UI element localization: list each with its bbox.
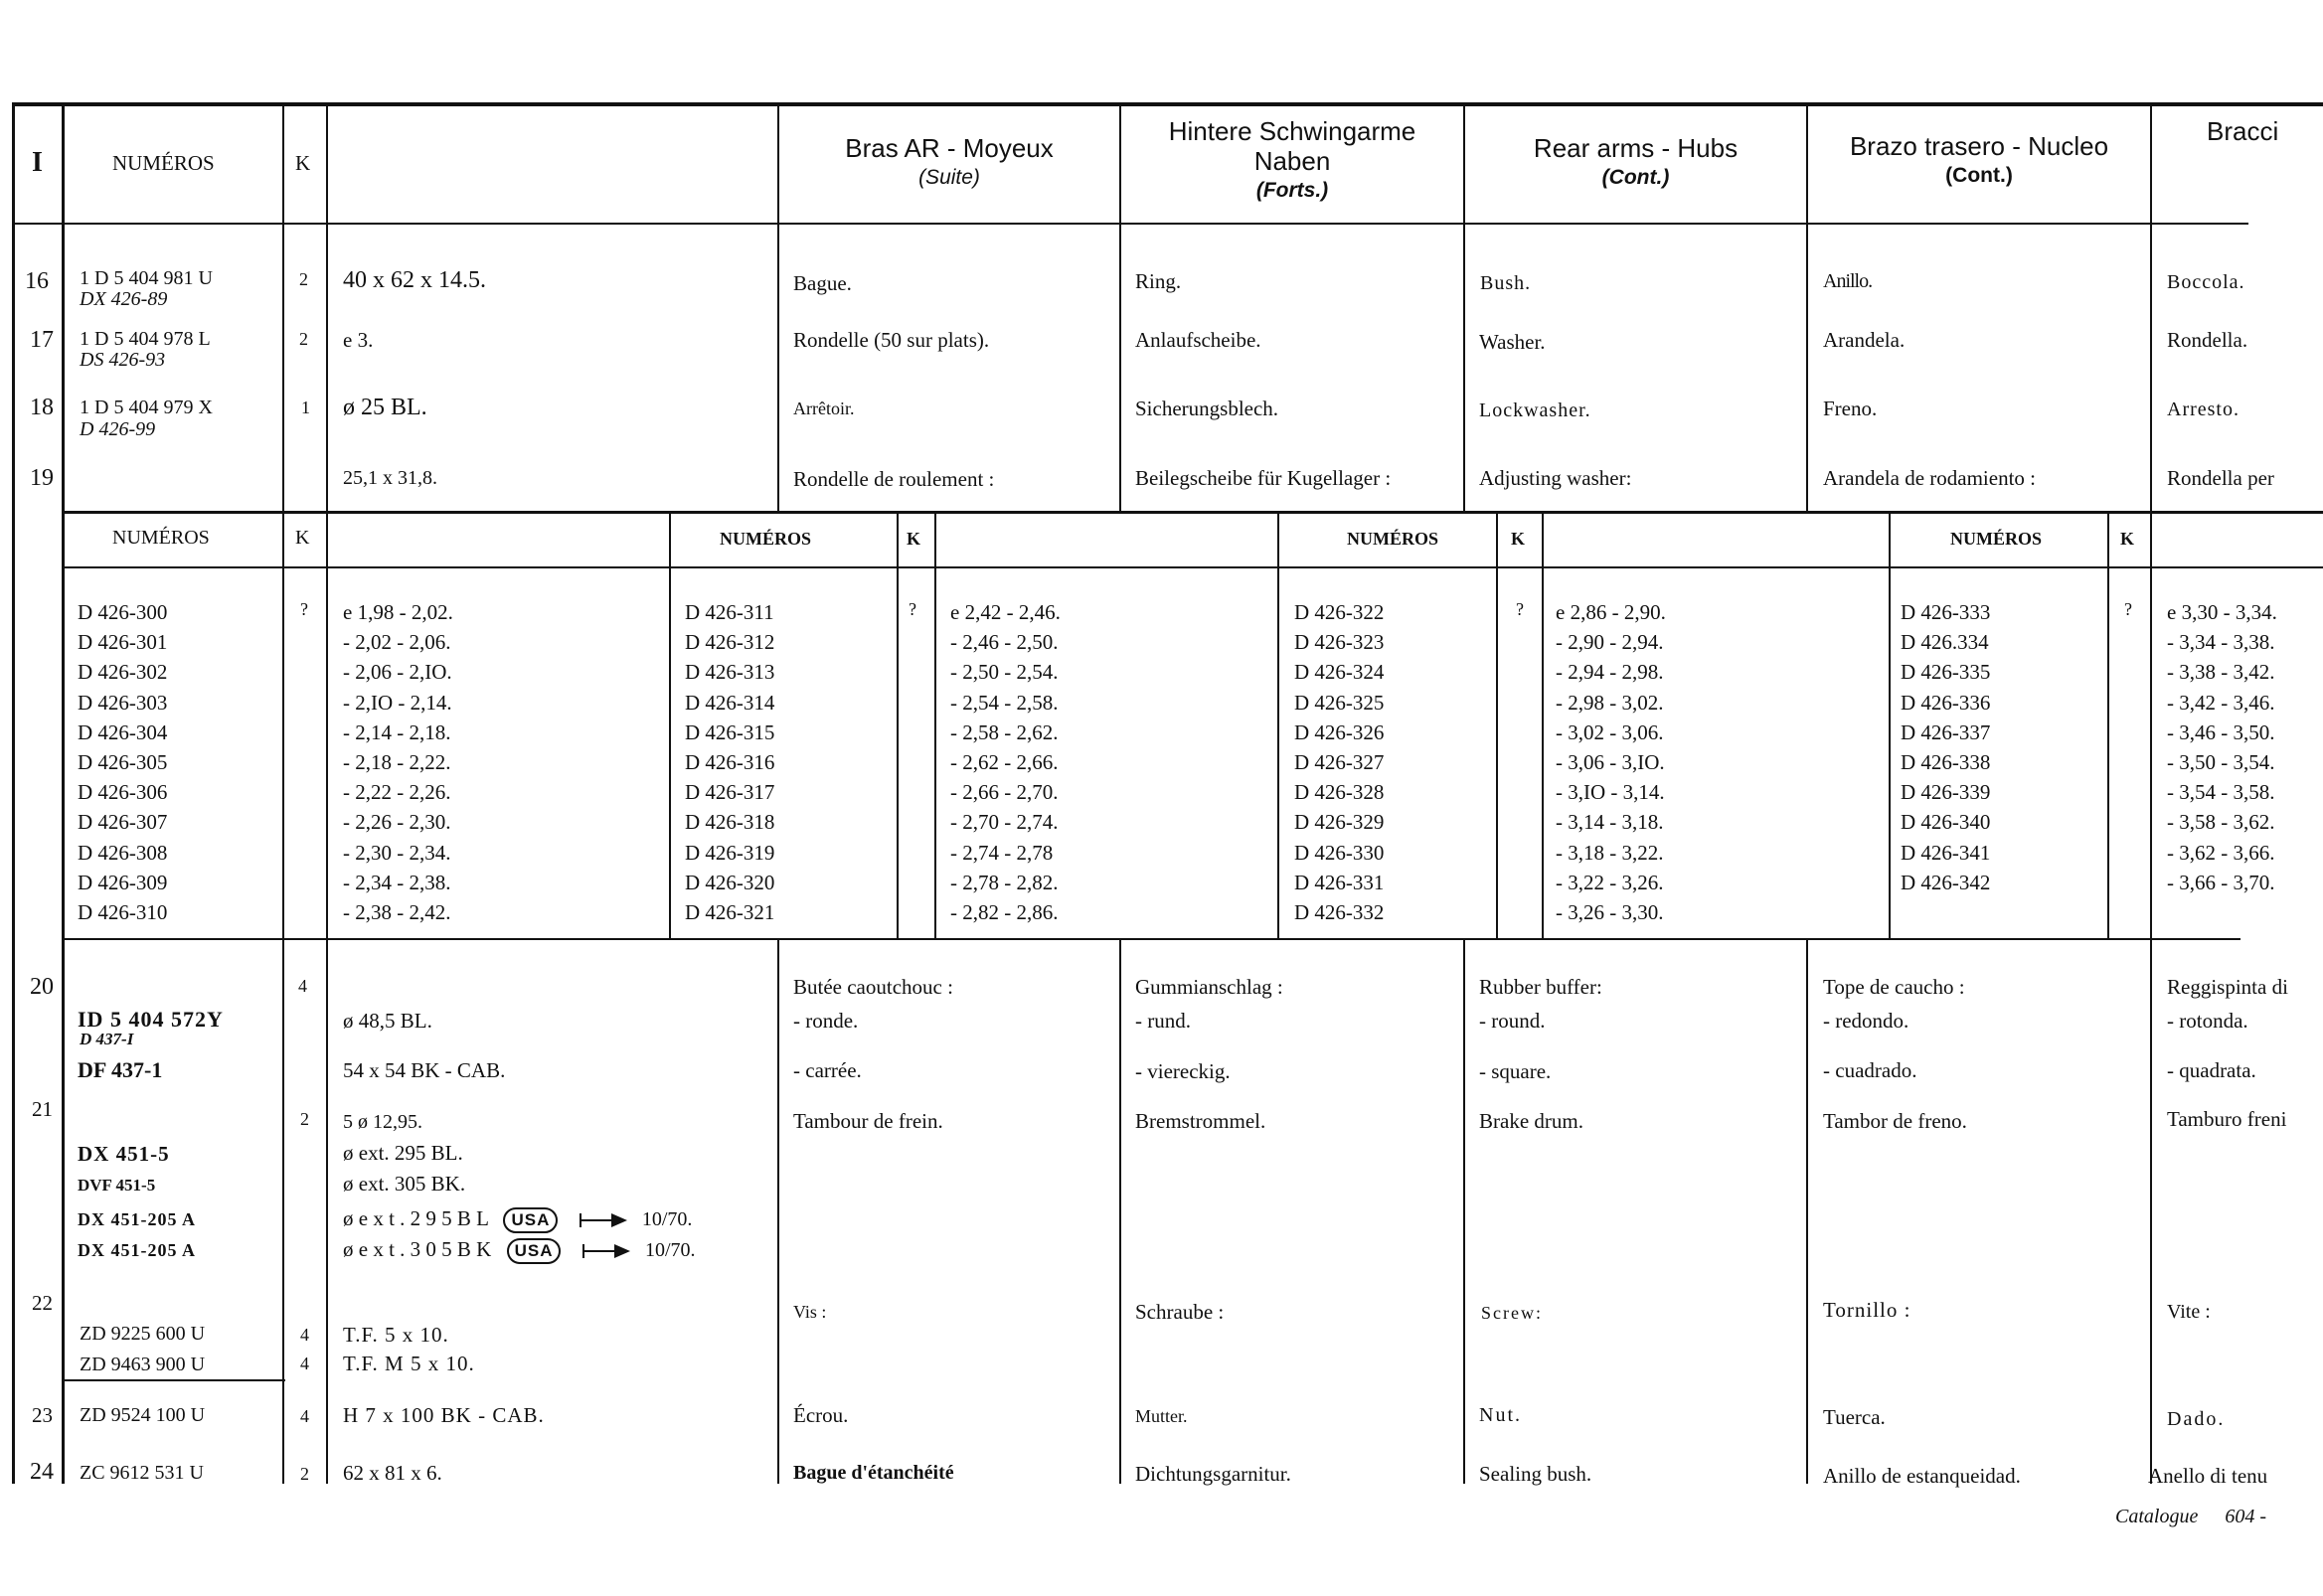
list-item: - 3,46 - 3,50. [2167, 719, 2275, 744]
desc-en: Screw: [1481, 1303, 1543, 1323]
part-number: DX 451-5 [78, 1142, 170, 1166]
spec-with-usa [343, 1237, 696, 1264]
index-header: I [32, 147, 43, 178]
desc-es: - redondo. [1823, 1009, 1909, 1033]
list-item: D 426-307 [78, 810, 168, 835]
list-item: e 1,98 - 2,02. [343, 600, 453, 624]
desc-es: - cuadrado. [1823, 1058, 1917, 1082]
part-number: 1 D 5 404 979 X [80, 397, 213, 418]
header-es-sub: (Cont.) [1945, 164, 2013, 187]
row-index: 22 [32, 1291, 53, 1315]
list-item: e 2,86 - 2,90. [1556, 600, 1666, 624]
list-item: - 3,62 - 3,66. [2167, 840, 2275, 865]
list-item: D 426-319 [685, 840, 775, 865]
list-item: D 426-304 [78, 719, 168, 744]
desc-en: Brake drum. [1479, 1109, 1583, 1133]
desc-it: - rotonda. [2167, 1009, 2248, 1033]
subheader-numeros: NUMÉROS [720, 529, 812, 549]
list-item: D 426-305 [78, 750, 168, 775]
desc-de: Beilegscheibe für Kugellager : [1135, 466, 1392, 490]
washer-numbers-1 [78, 597, 167, 927]
list-item: - 3,38 - 3,42. [2167, 660, 2275, 685]
header-de-title1: Hintere Schwingarme [1168, 116, 1416, 146]
desc-it: Rondella per [2167, 466, 2274, 490]
row-index: 24 [30, 1459, 54, 1485]
list-item: D 426-313 [685, 660, 775, 685]
row-index: 18 [30, 395, 54, 420]
desc-de: Gummianschlag : [1135, 975, 1283, 999]
list-item: - 2,82 - 2,86. [950, 900, 1059, 925]
quantity: 1 [301, 398, 310, 417]
spec-text: ø e x t . 3 0 5 B K [343, 1237, 492, 1261]
part-number-alt: D 437-I [80, 1030, 134, 1048]
desc-en: Nut. [1479, 1404, 1522, 1426]
desc-de: Ring. [1135, 269, 1182, 293]
list-item: - 3,54 - 3,58. [2167, 780, 2275, 805]
header-en-sub: (Cont.) [1601, 166, 1670, 189]
list-item: - 3,66 - 3,70. [2167, 870, 2275, 894]
desc-de: Sicherungsblech. [1135, 397, 1279, 420]
part-number: ZD 9225 600 U [80, 1323, 206, 1345]
list-item: D 426-308 [78, 840, 168, 865]
usa-badge: USA [503, 1207, 558, 1233]
list-item: D 426-323 [1294, 630, 1385, 655]
desc-fr: Arrêtoir. [793, 399, 855, 418]
header-en-title: Rear arms - Hubs [1533, 133, 1739, 163]
spec: ø ext. 295 BL. [343, 1141, 463, 1165]
washer-sizes-3 [1556, 597, 1666, 927]
list-item: e 2,42 - 2,46. [950, 600, 1061, 624]
list-item: D 426-316 [685, 750, 775, 775]
desc-en: - square. [1479, 1059, 1552, 1083]
list-item: D 426-329 [1294, 810, 1385, 835]
desc-fr: - carrée. [793, 1058, 862, 1082]
list-item: D 426-301 [78, 630, 168, 655]
list-item: - 2,02 - 2,06. [343, 630, 451, 655]
spec: 54 x 54 BK - CAB. [343, 1058, 506, 1082]
washer-qty-3: ? [1516, 599, 1524, 619]
list-item: D 426-340 [1901, 810, 1991, 835]
desc-it: Dado. [2167, 1408, 2226, 1430]
washer-numbers-3 [1294, 597, 1384, 927]
list-item: - 3,26 - 3,30. [1556, 900, 1664, 925]
list-item: - 2,78 - 2,82. [950, 870, 1059, 894]
list-item: D 426-312 [685, 630, 775, 655]
part-number: ZD 9463 900 U [80, 1354, 206, 1375]
list-item: D 426-322 [1294, 600, 1385, 624]
quantity: 4 [300, 1325, 309, 1345]
subheader-k: K [907, 529, 921, 549]
list-item: D 426-339 [1901, 780, 1991, 805]
row-index: 19 [30, 465, 54, 491]
list-item: D 426-306 [78, 780, 168, 805]
part-number: ZC 9612 531 U [80, 1462, 204, 1484]
list-item: D 426-314 [685, 690, 775, 715]
desc-en: Rubber buffer: [1479, 975, 1602, 999]
washer-numbers-2 [685, 597, 774, 927]
list-item: D 426-337 [1901, 719, 1991, 744]
desc-fr: Vis : [793, 1302, 827, 1322]
desc-es: Arandela de rodamiento : [1823, 466, 2036, 490]
list-item: - 2,54 - 2,58. [950, 690, 1059, 715]
list-item: - 2,38 - 2,42. [343, 900, 451, 925]
desc-it: Tamburo freni [2167, 1107, 2287, 1131]
desc-it: Boccola. [2167, 271, 2245, 293]
list-item: D 426-325 [1294, 690, 1385, 715]
desc-en: Lockwasher. [1479, 399, 1591, 421]
desc-de: Dichtungsgarnitur. [1135, 1462, 1291, 1486]
desc-es: Anillo de estanqueidad. [1823, 1464, 2021, 1488]
part-number: ZD 9524 100 U [80, 1404, 206, 1426]
list-item: - 3,14 - 3,18. [1556, 810, 1664, 835]
list-item: - 3,22 - 3,26. [1556, 870, 1664, 894]
quantity: 2 [300, 1464, 309, 1484]
desc-es: Tambor de freno. [1823, 1109, 1967, 1133]
list-item: - 2,06 - 2,IO. [343, 660, 452, 685]
list-item: - 2,66 - 2,70. [950, 780, 1059, 805]
spec: 62 x 81 x 6. [343, 1461, 442, 1485]
quantity: 4 [300, 1354, 309, 1373]
list-item: e 3,30 - 3,34. [2167, 600, 2277, 624]
desc-de: Schraube : [1135, 1300, 1225, 1324]
list-item: - 2,50 - 2,54. [950, 660, 1059, 685]
list-item: D 426-317 [685, 780, 775, 805]
header-fr [779, 133, 1119, 193]
list-item: D 426-331 [1294, 870, 1385, 894]
desc-fr: - ronde. [793, 1009, 859, 1033]
desc-fr: Rondelle (50 sur plats). [793, 328, 990, 352]
desc-fr: Bague d'étanchéité [793, 1462, 954, 1484]
list-item: D 426-336 [1901, 690, 1991, 715]
list-item: - 2,26 - 2,30. [343, 810, 451, 835]
washer-numbers-4 [1901, 597, 1990, 897]
subheader-k: K [295, 527, 310, 549]
desc-de: - viereckig. [1135, 1059, 1231, 1083]
desc-de: Anlaufscheibe. [1135, 328, 1261, 352]
list-item: D 426-310 [78, 900, 168, 925]
part-number: DX 451-205 A [78, 1240, 196, 1260]
desc-fr: Écrou. [793, 1403, 849, 1427]
header-es [1808, 131, 2150, 191]
header-de-sub: (Forts.) [1255, 179, 1329, 202]
desc-en: Sealing bush. [1479, 1462, 1592, 1486]
list-item: - 3,50 - 3,54. [2167, 750, 2275, 775]
list-item: - 3,02 - 3,06. [1556, 719, 1664, 744]
list-item: - 2,46 - 2,50. [950, 630, 1059, 655]
list-item: - 2,94 - 2,98. [1556, 660, 1664, 685]
list-item: D 426-303 [78, 690, 168, 715]
date-from: 10/70. [641, 1208, 693, 1230]
desc-de: Bremstrommel. [1135, 1109, 1266, 1133]
subheader-numeros: NUMÉROS [1950, 529, 2043, 549]
quantity: 2 [299, 329, 308, 349]
desc-it: Reggispinta di [2167, 975, 2288, 999]
list-item: D 426-326 [1294, 719, 1385, 744]
list-item: - 2,98 - 3,02. [1556, 690, 1664, 715]
desc-it: Anello di tenu [2148, 1464, 2268, 1488]
list-item: D 426-324 [1294, 660, 1385, 685]
desc-it: Vite : [2167, 1301, 2211, 1323]
list-item: - 2,34 - 2,38. [343, 870, 451, 894]
list-item: - 2,14 - 2,18. [343, 719, 451, 744]
list-item: D 426-341 [1901, 840, 1991, 865]
list-item: D 426-328 [1294, 780, 1385, 805]
quantity: 2 [300, 1109, 309, 1129]
date-from: 10/70. [644, 1239, 696, 1261]
desc-it: Arresto. [2167, 399, 2240, 420]
list-item: - 2,90 - 2,94. [1556, 630, 1664, 655]
arrow-from-icon [582, 1244, 630, 1258]
desc-fr: Rondelle de roulement : [793, 467, 995, 491]
list-item: D 426-330 [1294, 840, 1385, 865]
list-item: - 2,62 - 2,66. [950, 750, 1059, 775]
spec-with-usa [343, 1206, 692, 1233]
desc-en: - round. [1479, 1009, 1546, 1033]
list-item: D 426.334 [1901, 630, 1989, 655]
part-number: DF 437-1 [78, 1057, 163, 1082]
spec: e 3. [343, 328, 374, 352]
washer-sizes-4 [2167, 597, 2277, 897]
spec: 5 ø 12,95. [343, 1111, 422, 1133]
part-number-alt: D 426-99 [80, 418, 156, 440]
desc-en: Adjusting washer: [1479, 466, 1632, 490]
list-item: - 3,42 - 3,46. [2167, 690, 2275, 715]
header-fr-sub: (Suite) [918, 166, 980, 189]
spec: H 7 x 100 BK - CAB. [343, 1403, 545, 1427]
list-item: D 426-315 [685, 719, 775, 744]
list-item: D 426-342 [1901, 870, 1991, 894]
list-item: D 426-327 [1294, 750, 1385, 775]
desc-de: - rund. [1135, 1009, 1191, 1033]
row-index: 20 [30, 974, 54, 1000]
list-item: D 426-320 [685, 870, 775, 894]
header-es-title: Brazo trasero - Nucleo [1849, 131, 2109, 161]
list-item: - 3,18 - 3,22. [1556, 840, 1664, 865]
usa-badge: USA [507, 1238, 562, 1264]
part-number: DVF 451-5 [78, 1176, 156, 1195]
row-index: 21 [32, 1097, 53, 1121]
catalogue-label: Catalogue [2115, 1506, 2199, 1527]
row-index: 17 [30, 327, 54, 353]
desc-es: Tuerca. [1823, 1405, 1886, 1429]
spec: T.F. M 5 x 10. [343, 1352, 475, 1375]
list-item: - 2,IO - 2,14. [343, 690, 452, 715]
list-item: - 3,58 - 3,62. [2167, 810, 2275, 835]
list-item: - 2,30 - 2,34. [343, 840, 451, 865]
list-item: D 426-335 [1901, 660, 1991, 685]
spec-text: ø e x t . 2 9 5 B L [343, 1206, 489, 1230]
subheader-numeros: NUMÉROS [112, 527, 210, 549]
washer-qty-4: ? [2124, 599, 2132, 619]
part-number: DX 451-205 A [78, 1209, 196, 1229]
part-number-alt: DX 426-89 [80, 288, 168, 310]
list-item: - 2,22 - 2,26. [343, 780, 451, 805]
list-item: - 3,IO - 3,14. [1556, 780, 1665, 805]
list-item: D 426-338 [1901, 750, 1991, 775]
desc-fr: Butée caoutchouc : [793, 975, 953, 999]
list-item: - 3,06 - 3,IO. [1556, 750, 1665, 775]
desc-es: Arandela. [1823, 328, 1906, 352]
page-number: 604 - [2225, 1506, 2267, 1527]
numeros-header: NUMÉROS [112, 151, 215, 175]
desc-es: Tope de caucho : [1823, 975, 1965, 999]
part-number-alt: DS 426-93 [80, 349, 166, 371]
desc-es: Freno. [1823, 397, 1878, 420]
k-header: K [295, 151, 311, 175]
desc-es: Anillo. [1823, 270, 1873, 292]
part-number: 1 D 5 404 978 L [80, 328, 211, 350]
list-item: D 426-333 [1901, 600, 1991, 624]
subheader-k: K [2120, 529, 2135, 549]
list-item: D 426-318 [685, 810, 775, 835]
washer-sizes-1 [343, 597, 453, 927]
desc-fr: Tambour de frein. [793, 1109, 943, 1133]
header-fr-title: Bras AR - Moyeux [845, 133, 1054, 163]
footer-catalogue [2115, 1506, 2266, 1528]
header-en [1465, 133, 1806, 193]
list-item: - 2,18 - 2,22. [343, 750, 451, 775]
list-item: D 426-300 [78, 600, 168, 624]
list-item: D 426-332 [1294, 900, 1385, 925]
desc-it: Rondella. [2167, 328, 2248, 352]
list-item: D 426-311 [685, 600, 774, 624]
quantity: 4 [300, 1406, 309, 1426]
desc-en: Washer. [1479, 330, 1546, 354]
list-item: - 2,70 - 2,74. [950, 810, 1059, 835]
list-item: - 2,74 - 2,78 [950, 840, 1054, 865]
subheader-k: K [1511, 529, 1526, 549]
quantity: 4 [298, 976, 307, 996]
quantity: 2 [299, 269, 308, 289]
desc-it: - quadrata. [2167, 1058, 2256, 1082]
spec: 25,1 x 31,8. [343, 467, 437, 489]
row-index: 23 [32, 1403, 53, 1427]
part-number: 1 D 5 404 981 U [80, 267, 213, 289]
list-item: D 426-309 [78, 870, 168, 894]
washer-qty-1: ? [300, 599, 308, 619]
arrow-from-icon [580, 1213, 627, 1227]
washer-sizes-2 [950, 597, 1061, 927]
spec: ø 48,5 BL. [343, 1009, 432, 1033]
row-index: 16 [25, 268, 49, 294]
desc-en: Bush. [1480, 272, 1532, 294]
desc-fr: Bague. [793, 271, 852, 295]
list-item: D 426-321 [685, 900, 775, 925]
spec: 40 x 62 x 14.5. [343, 267, 486, 293]
desc-es: Tornillo : [1823, 1298, 1911, 1322]
desc-de: Mutter. [1135, 1406, 1188, 1426]
washer-qty-2: ? [909, 599, 916, 619]
spec: T.F. 5 x 10. [343, 1323, 449, 1347]
list-item: D 426-302 [78, 660, 168, 685]
header-it-title: Bracci [2207, 116, 2279, 146]
list-item: - 2,58 - 2,62. [950, 719, 1059, 744]
list-item: - 3,34 - 3,38. [2167, 630, 2275, 655]
subheader-numeros: NUMÉROS [1347, 529, 1439, 549]
header-de [1121, 116, 1463, 206]
spec: ø ext. 305 BK. [343, 1172, 466, 1196]
header-de-title2: Naben [1253, 146, 1331, 176]
spec: ø 25 BL. [343, 395, 427, 420]
part-number: ID 5 404 572Y [78, 1007, 224, 1032]
